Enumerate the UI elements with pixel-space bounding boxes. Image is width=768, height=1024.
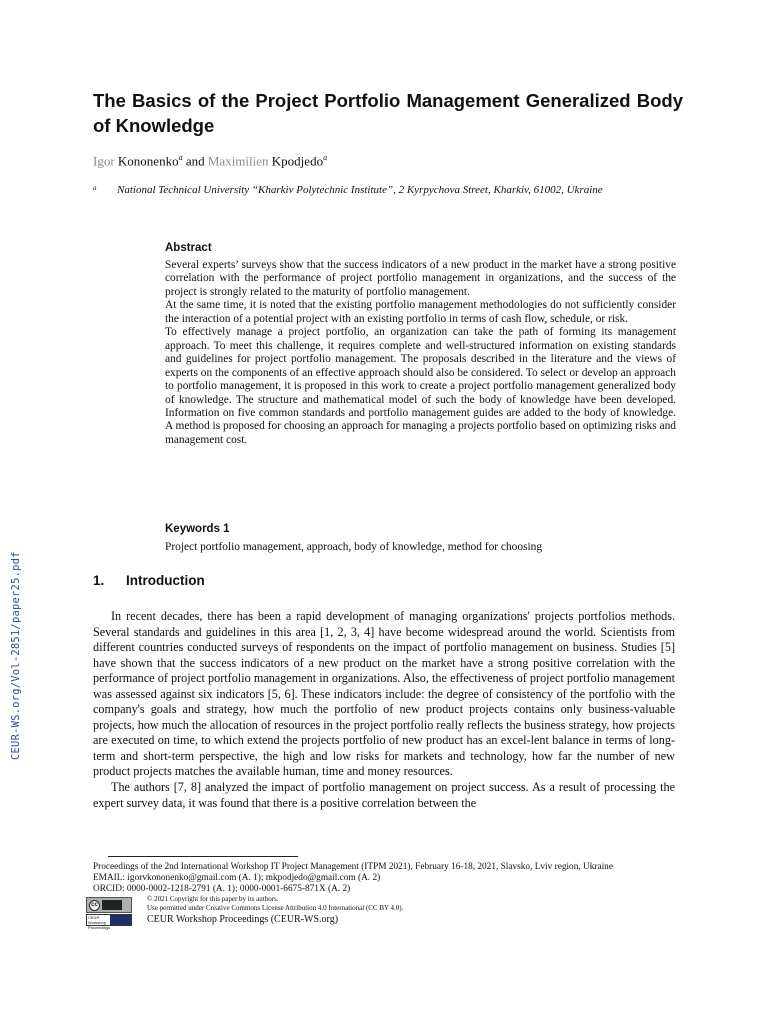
abstract-paragraph: At the same time, it is noted that the existing portfolio management methodologies do not sufficiently consider the interaction of a potential project with an existing portfolio in terms of cash flow, schedule, or risk. <box>165 299 676 325</box>
side-url-link[interactable]: CEUR-WS.org/Vol-2851/paper25.pdf <box>10 551 22 760</box>
author-2-family-name: Kpodjedo <box>271 153 324 169</box>
abstract-body <box>165 259 676 447</box>
section-body <box>93 609 675 811</box>
cc-by-license-icon[interactable] <box>86 897 132 913</box>
keywords-footnote-mark: 1 <box>223 523 230 535</box>
author-1-family-name: Kononenko <box>117 153 179 169</box>
paper-title: The Basics of the Project Portfolio Management Generalized Body of Knowledge <box>93 90 683 136</box>
copyright-notice <box>147 895 403 913</box>
license-line: Use permitted under Creative Commons License Attribution 4.0 International (CC BY 4.0). <box>147 904 404 912</box>
keywords-text: Project portfolio management, approach, body of knowledge, method for choosing <box>165 541 543 553</box>
body-paragraph: In recent decades, there has been a rapid development of managing organizations' projects portfolios methods. Several standards and guidelines in this area [1, 2, 3, 4] have become widespread around the world. Scientists from different countries conducted surveys of respondents on the impact of portfolio management on business. Studies [5] have shown that the success indicators of a new product on the market have a strong positive correlation with the performance of project portfolio management in organizations. Also, the effectiveness of project portfolio management was assessed against six indicators [5, 6]. These indicators include: the degree of consistency of the portfolio with the company's goals and strategy, how much the portfolio of new product projects contains only business-valuable projects, how much the allocation of resources in the project portfolio really reflects the business strategy, how projects are executed on time, to which extend the projects portfolio of new product has an excel-lent balance in terms of long-term and short-term perspective, the high and low risks for markets and technology, how far the number of new product projects matches the available human, time and money resources. <box>93 609 675 779</box>
author-2-affiliation-mark: a <box>323 153 328 162</box>
ceur-logo-text: CEUR Workshop Proceedings <box>88 915 111 930</box>
footnote-divider <box>108 856 298 857</box>
body-paragraph: The authors [7, 8] analyzed the impact of portfolio management on project success. As a result of processing the expert survey data, it was found that there is a positive correlation between the <box>93 780 675 810</box>
author-1-affiliation-mark: a <box>178 153 183 162</box>
section-heading <box>93 573 205 588</box>
abstract-paragraph: Several experts’ surveys show that the success indicators of a new product in the market have a strong positive correlation with the performance of project portfolio management in organizations, and the success of the project is strongly related to the maturity of portfolio management. <box>165 259 676 298</box>
author-1-given-name: Igor <box>93 153 115 169</box>
author-joiner: and <box>185 153 205 169</box>
footnote-proceedings: Proceedings of the 2nd International Workshop IT Project Management (ITPM 2021), February 16-18, 2021, Slavsko, Lviv region, Ukraine <box>93 862 613 872</box>
section-number: 1. <box>93 573 105 588</box>
affiliation-text: National Technical University “Kharkiv Polytechnic Institute”, 2 Kyrpychova Street, Kharkiv, 61002, Ukraine <box>117 184 603 196</box>
abstract-heading: Abstract <box>165 242 212 254</box>
affiliation-mark: a <box>93 184 97 192</box>
author-line <box>93 153 327 169</box>
cc-icon: cc <box>89 900 100 911</box>
author-2-given-name: Maximilien <box>207 153 269 169</box>
keywords-heading <box>165 523 230 535</box>
ceur-logo-icon <box>86 914 132 930</box>
by-icon <box>102 900 122 910</box>
abstract-paragraph: To effectively manage a project portfolio, an organization can take the path of forming its management approach. To meet this challenge, it requires complete and well-structured information on existing standards and guidelines for project portfolio management. The proposals described in the literature and the views of experts on the components of an effective approach should also be considered. To select or develop an approach to portfolio management, it is proposed in this work to create a project portfolio management generalized body of knowledge. The structure and mathematical model of such the body of knowledge have been developed. Information on five common standards and portfolio management guides are added to the body of knowledge. A method is proposed for choosing an approach for managing a projects portfolio based on optimizing risks and management cost. <box>165 326 676 446</box>
footnote <box>93 862 683 896</box>
keywords-heading-label: Keywords <box>165 523 220 535</box>
ceur-logo-block <box>110 915 131 925</box>
footnote-orcid: ORCID: 0000-0002-1218-2791 (A. 1); 0000-0001-6675-871X (A. 2) <box>93 884 351 895</box>
ceur-proceedings-label: CEUR Workshop Proceedings (CEUR-WS.org) <box>147 914 339 925</box>
copyright-line: © 2021 Copyright for this paper by its authors. <box>147 895 279 903</box>
section-title: Introduction <box>126 573 205 588</box>
footnote-email: EMAIL: igorvkononenko@gmail.com (A. 1); mkpodjedo@gmail.com (A. 2) <box>93 873 381 884</box>
